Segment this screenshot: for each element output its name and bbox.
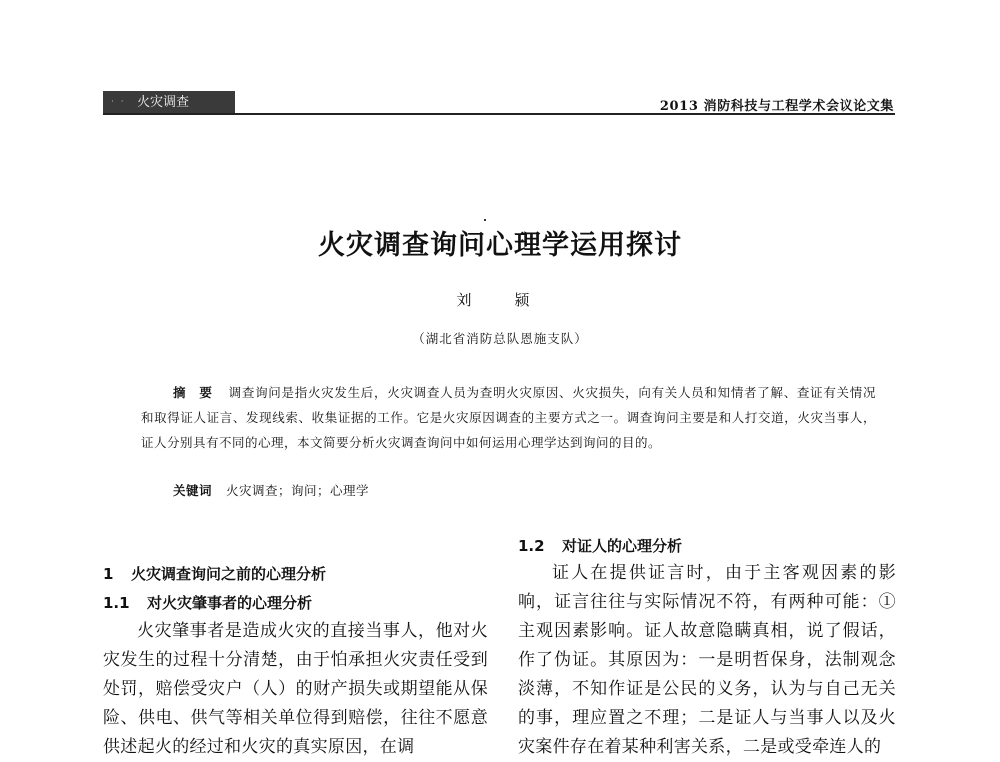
section-heading-1-1-text: 对火灾肇事者的心理分析 — [147, 594, 313, 612]
section-tag — [103, 91, 235, 114]
section-heading-1-1-number: 1.1 — [103, 594, 130, 612]
abstract-label: 摘 要 — [173, 385, 213, 400]
publication-name: 2013 消防科技与工程学术会议论文集 — [659, 99, 894, 114]
tag-ornament-icon: · · — [111, 97, 126, 107]
section-heading-1-number: 1 — [103, 565, 114, 583]
scan-speck — [484, 219, 486, 221]
paper-affiliation: （湖北省消防总队恩施支队） — [412, 331, 588, 346]
section-heading-1-2 — [518, 535, 682, 556]
section-heading-1-2-number: 1.2 — [518, 537, 545, 555]
keywords-text: 火灾调查；询问；心理学 — [226, 483, 370, 498]
abstract-text: 调查询问是指火灾发生后，火灾调查人员为查明火灾原因、火灾损失，向有关人员和知情者了解、查证有关情况和取得证人证言、发现线索、收集证据的工作。它是火灾原因调查的主要方式之一。调查询问主要是和人打交道，火灾当事人，证人分别具有不同的心理，本文简要分析火灾调查询问中如何运用心理学达到询问的目的。 — [141, 385, 876, 450]
left-body-paragraph: 火灾肇事者是造成火灾的直接当事人，他对火灾发生的过程十分清楚，由于怕承担火灾责任受到处罚，赔偿受灾户（人）的财产损失或期望能从保险、供电、供气等相关单位得到赔偿，往往不愿意供述起火的经过和火灾的真实原因，在调 — [103, 621, 488, 757]
keywords-label: 关键词 — [173, 483, 213, 498]
section-tag-label: 火灾调查 — [137, 95, 190, 110]
section-heading-1-2-text: 对证人的心理分析 — [562, 537, 683, 555]
section-heading-1-1 — [103, 592, 312, 613]
section-heading-1-text: 火灾调查询问之前的心理分析 — [131, 565, 327, 583]
section-heading-1 — [103, 563, 326, 584]
header-divider — [103, 113, 895, 115]
right-body-paragraph: 证人在提供证言时，由于主客观因素的影响，证言往往与实际情况不符，有两种可能：①主观因素影响。证人故意隐瞒真相，说了假话，作了伪证。其原因为：一是明哲保身，法制观念淡薄，不知作证是公民的义务，认为与自己无关的事，理应置之不理；二是证人与当事人以及火灾案件存在着某种利害关系，二是或受牵连人的 — [518, 563, 896, 757]
keywords — [173, 481, 369, 499]
paper-author: 刘 颍 — [456, 291, 544, 309]
abstract — [141, 380, 876, 455]
paper-title: 火灾调查询问心理学运用探讨 — [318, 230, 682, 261]
